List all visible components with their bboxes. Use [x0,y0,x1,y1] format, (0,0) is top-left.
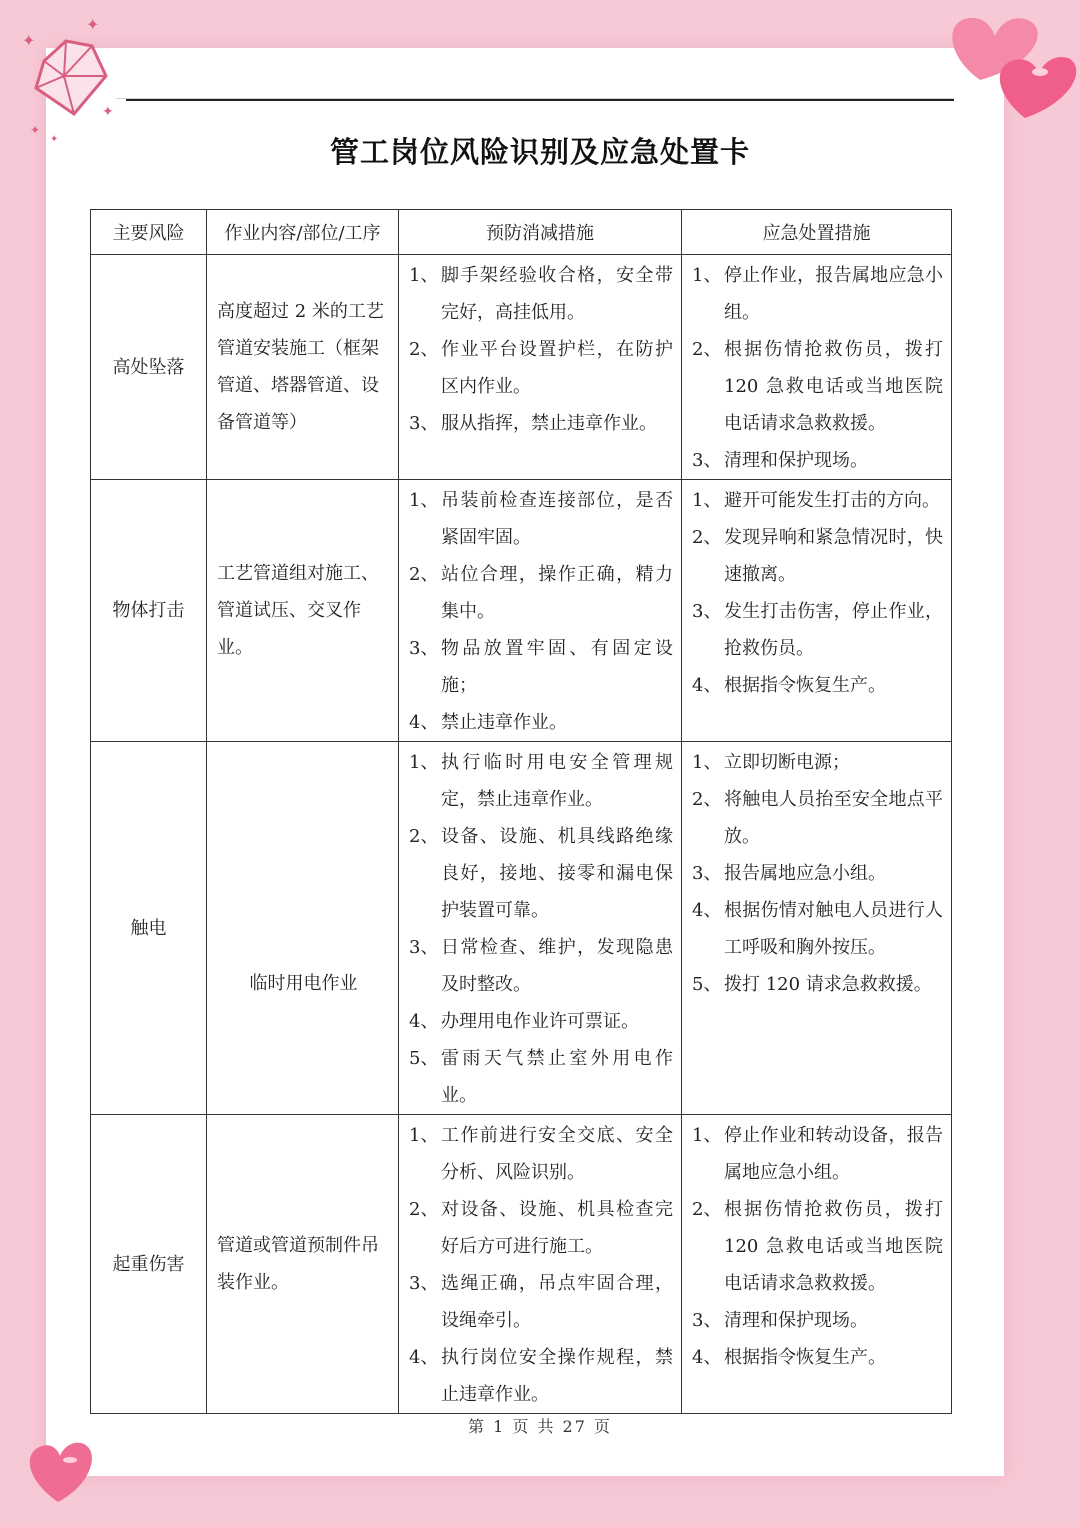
prevention-cell [399,1115,682,1414]
table-row [91,480,952,742]
list-item: 3、 报告属地应急小组。 [692,863,886,884]
list-item: 3、 清理和保护现场。 [692,1310,868,1331]
list-item: 4、 根据指令恢复生产。 [692,1347,886,1368]
header-work: 作业内容/部位/工序 [207,210,399,255]
list-item: 4、 执行岗位安全操作规程，禁止违章作业。 [409,1347,673,1405]
prevention-cell [399,742,682,1115]
work-cell: 临时用电作业 [207,742,399,1115]
work-cell: 管道或管道预制件吊装作业。 [207,1115,399,1414]
list-item: 4、 禁止违章作业。 [409,712,567,733]
svg-text:✦: ✦ [22,31,36,50]
page-number: 第 1 页 共 27 页 [468,1417,612,1436]
hearts-icon [940,0,1080,130]
list-item: 3、 清理和保护现场。 [692,450,868,471]
list-item: 2、 发现异响和紧急情况时，快速撤离。 [692,527,943,585]
list-item: 4、 办理用电作业许可票证。 [409,1011,639,1032]
list-item: 3、 发生打击伤害，停止作业，抢救伤员。 [692,601,943,659]
list-item: 5、 雷雨天气禁止室外用电作业。 [409,1048,673,1106]
prevention-cell [399,480,682,742]
list-item: 1、 脚手架经验收合格，安全带完好，高挂低用。 [409,265,673,323]
table-row [91,255,952,480]
emergency-cell [682,742,952,1115]
risk-table [90,209,952,1414]
heart-icon [18,1430,98,1510]
list-item: 1、 执行临时用电安全管理规定，禁止违章作业。 [409,752,673,810]
risk-cell: 物体打击 [91,480,207,742]
emergency-cell [682,480,952,742]
list-item: 1、 吊装前检查连接部位，是否紧固牢固。 [409,490,673,548]
svg-text:✦: ✦ [102,104,114,120]
header-prevention: 预防消减措施 [399,210,682,255]
emergency-cell [682,1115,952,1414]
header-emergency: 应急处置措施 [682,210,952,255]
svg-text:✦: ✦ [30,123,41,137]
list-item: 1、 避开可能发生打击的方向。 [692,490,940,511]
list-item: 2、 根据伤情抢救伤员，拨打 120 急救电话或当地医院电话请求急救救援。 [692,1199,943,1294]
prevention-cell [399,255,682,480]
emergency-cell [682,255,952,480]
list-item: 2、 根据伤情抢救伤员，拨打 120 急救电话或当地医院电话请求急救救援。 [692,339,943,434]
table-header-row [91,210,952,255]
header-rule [126,99,954,101]
list-item: 3、 服从指挥，禁止违章作业。 [409,413,657,434]
diamond-icon [14,6,124,146]
list-item: 3、 物品放置牢固、有固定设施； [409,638,673,696]
svg-text:✦: ✦ [86,15,100,34]
list-item: 1、 停止作业和转动设备，报告属地应急小组。 [692,1125,943,1183]
list-item: 5、 拨打 120 请求急救救援。 [692,974,932,995]
risk-cell: 起重伤害 [91,1115,207,1414]
work-cell: 高度超过 2 米的工艺管道安装施工（框架管道、塔器管道、设备管道等） [207,255,399,480]
list-item: 2、 设备、设施、机具线路绝缘良好，接地、接零和漏电保护装置可靠。 [409,826,673,921]
risk-cell: 高处坠落 [91,255,207,480]
table-row [91,742,952,1115]
list-item: 3、 选绳正确，吊点牢固合理，设绳牵引。 [409,1273,673,1331]
list-item: 2、 作业平台设置护栏，在防护区内作业。 [409,339,673,397]
table-row [91,1115,952,1414]
list-item: 2、 将触电人员抬至安全地点平放。 [692,789,943,847]
list-item: 4、 根据指令恢复生产。 [692,675,886,696]
list-item: 2、 站位合理，操作正确，精力集中。 [409,564,673,622]
list-item: 4、 根据伤情对触电人员进行人工呼吸和胸外按压。 [692,900,943,958]
header-risk: 主要风险 [91,210,207,255]
list-item: 2、 对设备、设施、机具检查完好后方可进行施工。 [409,1199,673,1257]
work-cell: 工艺管道组对施工、管道试压、交叉作业。 [207,480,399,742]
page-title: 管工岗位风险识别及应急处置卡 [329,135,750,169]
list-item: 1、 停止作业，报告属地应急小组。 [692,265,943,323]
list-item: 3、 日常检查、维护，发现隐患及时整改。 [409,937,673,995]
list-item: 1、 工作前进行安全交底、安全分析、风险识别。 [409,1125,673,1183]
risk-cell: 触电 [91,742,207,1115]
list-item: 1、 立即切断电源； [692,752,850,773]
svg-text:✦: ✦ [50,134,59,145]
